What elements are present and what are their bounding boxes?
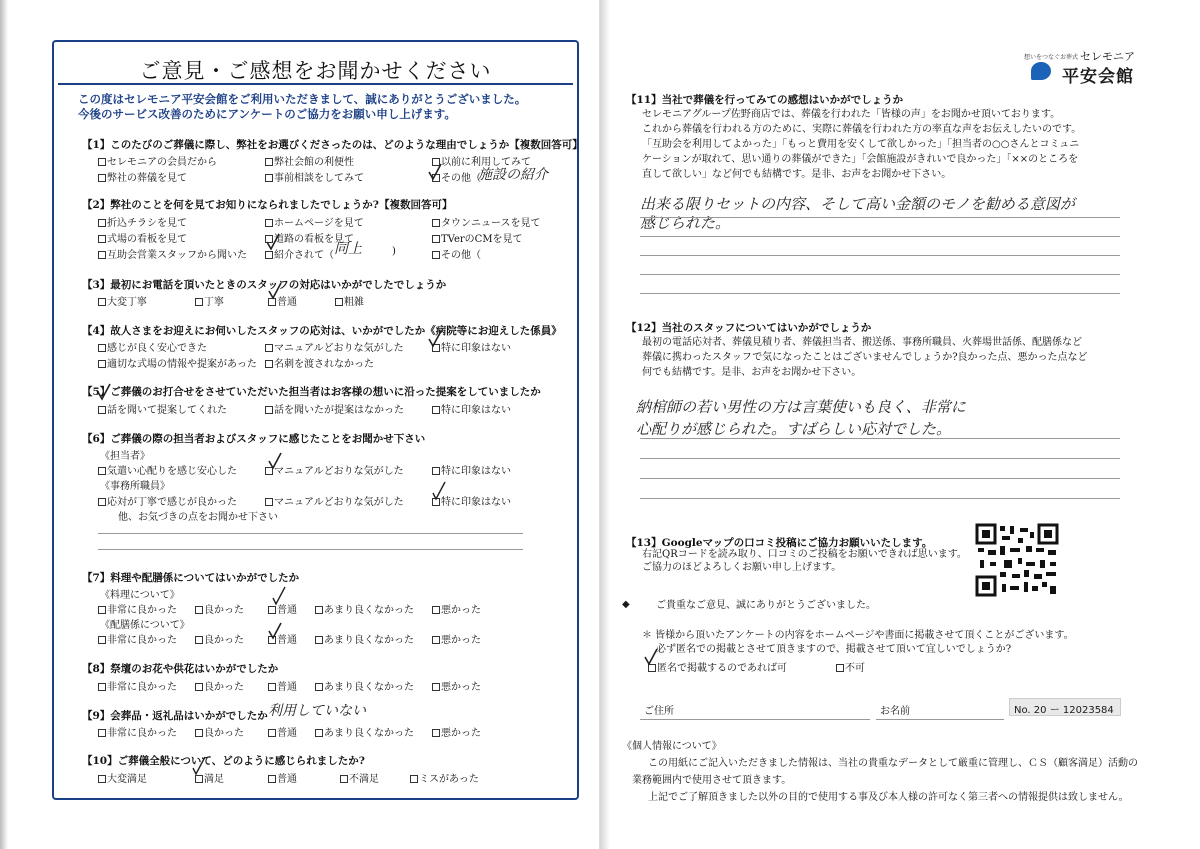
thanks-message: ご貴重なご意見、誠にありがとうございました。: [656, 600, 876, 611]
q12-line-1[interactable]: [640, 438, 1120, 439]
q1-option-member[interactable]: セレモニアの会員だから: [98, 153, 217, 168]
q8-option-good[interactable]: 良かった: [195, 678, 244, 693]
q9-option-not-good[interactable]: あまり良くなかった: [315, 724, 414, 739]
logo-hall-name: 平安会館: [1062, 67, 1134, 87]
q4-option-reassuring[interactable]: 感じが良く安心できた: [98, 339, 207, 354]
q7-food-option-good[interactable]: 良かった: [195, 601, 244, 616]
publish-option-anonymous-ok[interactable]: 匿名で掲載するのであれば可: [648, 659, 787, 674]
q3-option-normal[interactable]: 普通: [268, 293, 297, 308]
q8-label: 【8】祭壇のお花や供花はいかがでしたか: [82, 663, 279, 675]
q7-serving-option-bad[interactable]: 悪かった: [432, 631, 481, 646]
q12-line-4[interactable]: [640, 498, 1120, 499]
address-label: ご住所: [644, 706, 674, 717]
privacy-heading: 《個人情報について》: [622, 741, 722, 752]
q3-option-rough[interactable]: 粗雑: [335, 293, 364, 308]
q1-option-consultation[interactable]: 事前相談をしてみて: [265, 169, 364, 184]
q11-line-3[interactable]: [640, 255, 1120, 256]
name-label: お名前: [880, 706, 910, 717]
q6-other-comments: 他、お気づきの点をお聞かせ下さい: [118, 512, 278, 523]
q6-sub-office: 《事務所職員》: [100, 481, 170, 492]
q2-option-referral[interactable]: 紹介されて（: [265, 246, 334, 261]
q6-comment-line-2[interactable]: [98, 549, 523, 550]
q6-staff-option-reassured[interactable]: 気遣い心配りを感じ安心した: [98, 462, 237, 477]
ceremonia-logo: [1020, 42, 1190, 86]
q10-satisfied-checkmark: [192, 754, 206, 778]
q7-serving-option-very-good[interactable]: 非常に良かった: [98, 631, 177, 646]
q2-handwritten-answer: 同上: [334, 241, 362, 257]
q5-listened-checkmark: [97, 383, 111, 401]
q12-line-3[interactable]: [640, 478, 1120, 479]
number-value: 20 ー 12023584: [1033, 705, 1114, 716]
q12-description: 最初の電話応対者、葬儀見積り者、葬儀担当者、搬送係、事務所職員、火葬場世話係、配膳係など 葬儀に携わったスタッフで気になったことはございませんでしょうか?良かった点、悪かった点など 何でも結構です。是非、お声をお聞かせ下さい。: [642, 337, 1088, 378]
thanks-diamond-icon: ◆: [622, 599, 630, 610]
q3-normal-checkmark: [268, 282, 282, 300]
q12-line-2[interactable]: [640, 458, 1120, 459]
survey-intro: [78, 92, 568, 122]
right-page: [600, 0, 1200, 849]
q10-option-satisfied[interactable]: 満足: [195, 770, 224, 785]
q9-option-very-good[interactable]: 非常に良かった: [98, 724, 177, 739]
q8-option-not-good[interactable]: あまり良くなかった: [315, 678, 414, 693]
q7-sub-serving: 《配膳係について》: [100, 620, 190, 631]
q1-option-used-before[interactable]: 以前に利用してみて: [432, 153, 531, 168]
q2-option-staff[interactable]: 互助会営業スタッフから聞いた: [98, 246, 247, 261]
q2-option-venue-sign[interactable]: 式場の看板を見て: [98, 230, 187, 245]
privacy-line-3: 上記でご了解頂きました以外の目的で使用する事及び本人様の許可なく第三者への情報提供は致しません。: [648, 792, 1129, 803]
q2-option-other[interactable]: その他（: [432, 246, 481, 261]
q9-option-bad[interactable]: 悪かった: [432, 724, 481, 739]
q11-handwritten-answer: 出来る限りセットの内容、そして高い金額のモノを勧める意図が 感じられた。: [640, 195, 1075, 232]
title-rule: [58, 83, 573, 85]
google-maps-qr-code[interactable]: [974, 522, 1060, 598]
q3-option-polite[interactable]: 丁寧: [195, 293, 224, 308]
q4-option-manual[interactable]: マニュアルどおりな気がした: [265, 339, 404, 354]
q1-option-hall-convenience[interactable]: 弊社会館の利便性: [265, 153, 354, 168]
q2-referral-checkmark: [266, 233, 280, 251]
q2-label: 【2】弊社のことを何を見てお知りになられましたでしょうか?【複数回答可】: [82, 199, 453, 211]
q6-staff-manual-checkmark: [268, 452, 282, 470]
q7-food-option-normal[interactable]: 普通: [268, 601, 297, 616]
q7-sub-food: 《料理について》: [100, 590, 180, 601]
q10-option-normal[interactable]: 普通: [268, 770, 297, 785]
q2-option-tver-cm[interactable]: TVerのCMを見て: [432, 230, 523, 245]
q9-label: 【9】会葬品・返礼品はいかがでしたか: [82, 710, 268, 722]
q11-line-5[interactable]: [640, 293, 1120, 294]
q12-handwritten-answer: 納棺師の若い男性の方は言葉使いも良く、非常に 心配りが感じられた。すばらしい応対でした。: [636, 398, 966, 438]
q3-label: 【3】最初にお電話を頂いたときのスタッフの対応はいかがでしたでしょうか: [82, 279, 447, 291]
intro-line-2: 今後のサービス改善のためにアンケートのご協力をお願い申し上げます。: [78, 107, 456, 121]
q9-option-normal[interactable]: 普通: [268, 724, 297, 739]
q13-description: 右記QRコードを読み取り、口コミのご投稿をお願いできれば思います。 ご協力のほどよろしくお願い申し上げます。: [642, 549, 967, 573]
logo-tagline: 想いをつなぐお葬式: [1024, 54, 1079, 61]
q6-office-option-no-impression[interactable]: 特に印象はない: [432, 493, 511, 508]
q1-option-saw-funeral[interactable]: 弊社の葬儀を見て: [98, 169, 187, 184]
q8-option-bad[interactable]: 悪かった: [432, 678, 481, 693]
publish-anonymous-checkmark: [644, 648, 658, 666]
q8-option-normal[interactable]: 普通: [268, 678, 297, 693]
q6-staff-option-no-impression[interactable]: 特に印象はない: [432, 462, 511, 477]
q10-option-unsatisfied[interactable]: 不満足: [340, 770, 379, 785]
number-label: No.: [1014, 705, 1031, 716]
q7-serving-option-normal[interactable]: 普通: [268, 631, 297, 646]
q4-label: 【4】故人さまをお迎えにお伺いしたスタッフの応対は、いかがでしたか《病院等にお迎えした係員》: [82, 325, 562, 337]
q6-staff-option-manual[interactable]: マニュアルどおりな気がした: [265, 462, 404, 477]
q5-option-no-proposal[interactable]: 話を聞いたが提案はなかった: [265, 401, 404, 416]
q1-other-checkmark: [428, 163, 442, 181]
q4-option-no-impression[interactable]: 特に印象はない: [432, 339, 511, 354]
name-field[interactable]: [876, 719, 1004, 720]
q7-food-option-not-good[interactable]: あまり良くなかった: [315, 601, 414, 616]
survey-number-box: [1009, 698, 1121, 716]
q7-serving-normal-checkmark: [268, 622, 282, 640]
q1-handwritten-answer: 施設の紹介: [478, 167, 548, 183]
publish-consent-line-1: ＊ 皆様から頂いたアンケートの内容をホームページや書面に掲載させて頂くことがございます。: [642, 630, 1074, 641]
q6-label: 【6】ご葬儀の際の担当者およびスタッフに感じたことをお聞かせ下さい: [82, 433, 426, 445]
q4-option-venue-info[interactable]: 適切な式場の情報や提案があった: [98, 355, 257, 370]
q11-line-2[interactable]: [640, 236, 1120, 237]
q7-label: 【7】料理や配膳係についてはいかがでしたか: [82, 572, 300, 584]
q1-label: 【1】このたびのご葬儀に際し、弊社をお選びくださったのは、どのような理由でしょうか【複数回答可】: [82, 139, 583, 151]
q7-food-normal-checkmark: [272, 584, 286, 608]
q11-line-4[interactable]: [640, 274, 1120, 275]
q5-option-no-impression[interactable]: 特に印象はない: [432, 401, 511, 416]
q10-option-mistake[interactable]: ミスがあった: [410, 770, 479, 785]
q9-option-good[interactable]: 良かった: [195, 724, 244, 739]
q7-food-option-bad[interactable]: 悪かった: [432, 601, 481, 616]
q4-option-no-card[interactable]: 名刺を渡されなかった: [265, 355, 374, 370]
privacy-line-2: 業務範囲内で使用させて頂きます。: [632, 775, 792, 786]
address-field[interactable]: [640, 719, 870, 720]
q10-option-very-satisfied[interactable]: 大変満足: [98, 770, 147, 785]
q6-sub-staff: 《担当者》: [100, 451, 150, 462]
q2-option-town-news[interactable]: タウンニュースを見て: [432, 214, 541, 229]
q11-description: セレモニアグループ佐野商店では、葬儀を行われた「皆様の声」をお聞かせ頂いております。 これから葬儀を行われる方のために、実際に葬儀を行われた方の率直な声をお伝えしたいのです。 「互助会を利用してよかった」「もっと費用を安くして欲しかった」「担当者の○○さんとコミュニ ケーションが取れて、思い通りの葬儀ができた」「会館施設がきれいで良かった」「××のところを 直して欲しい」など何でも結構です。是非、お声をお聞かせ下さい。: [642, 109, 1082, 180]
q2-option-road-sign[interactable]: 道路の看板を見て: [265, 230, 354, 245]
publish-option-not-ok[interactable]: 不可: [836, 659, 865, 674]
logo-brand: セレモニア: [1080, 50, 1135, 63]
q7-food-option-very-good[interactable]: 非常に良かった: [98, 601, 177, 616]
q8-option-very-good[interactable]: 非常に良かった: [98, 678, 177, 693]
q10-label: 【10】ご葬儀全般について、どのように感じられましたか?: [82, 755, 365, 767]
q5-label: 【5】ご葬儀のお打合せをさせていただいた担当者はお客様の想いに沿った提案をしていましたか: [82, 386, 541, 398]
q2-option-homepage[interactable]: ホームページを見て: [265, 214, 364, 229]
heian-hall-logo-icon: [1031, 62, 1051, 80]
intro-line-1: この度はセレモニア平安会館をご利用いただきまして、誠にありがとうございました。: [78, 92, 527, 106]
q12-label: 【12】当社のスタッフについてはいかがでしょうか: [626, 322, 872, 334]
q11-line-1[interactable]: [640, 217, 1120, 218]
privacy-line-1: この用紙にご記入いただきました情報は、当社の貴重なデータとして厳重に管理し、ＣＳ（顧客満足）活動の: [648, 758, 1138, 769]
q3-option-very-polite[interactable]: 大変丁寧: [98, 293, 147, 308]
q6-office-option-polite[interactable]: 応対が丁寧で感じが良かった: [98, 493, 237, 508]
publish-consent-line-2: 必ず匿名での掲載とさせて頂きますので、掲載させて頂いて宜しいでしょうか?: [656, 644, 1012, 655]
privacy-section: [622, 738, 1138, 806]
q7-serving-option-not-good[interactable]: あまり良くなかった: [315, 631, 414, 646]
q6-comment-line-1[interactable]: [98, 533, 523, 534]
q9-handwritten-answer: 利用していない: [268, 703, 366, 719]
q11-label: 【11】当社で葬儀を行ってみての感想はいかがでしょうか: [626, 94, 904, 106]
q7-serving-option-good[interactable]: 良かった: [195, 631, 244, 646]
q13-label: 【13】Googleマップの口コミ投稿にご協力お願いいたします。: [626, 537, 933, 549]
q2-close-paren: ): [392, 246, 396, 257]
q2-option-flyer[interactable]: 折込チラシを見て: [98, 214, 187, 229]
q1-option-other[interactable]: その他（: [432, 169, 481, 184]
q4-no-impression-checkmark: [428, 330, 442, 348]
q5-option-listened-proposed[interactable]: 話を聞いて提案してくれた: [98, 401, 227, 416]
survey-title: ご意見・ご感想をお聞かせください: [139, 59, 492, 83]
q6-office-checkmark: [432, 478, 446, 504]
q6-office-option-manual[interactable]: マニュアルどおりな気がした: [265, 493, 404, 508]
